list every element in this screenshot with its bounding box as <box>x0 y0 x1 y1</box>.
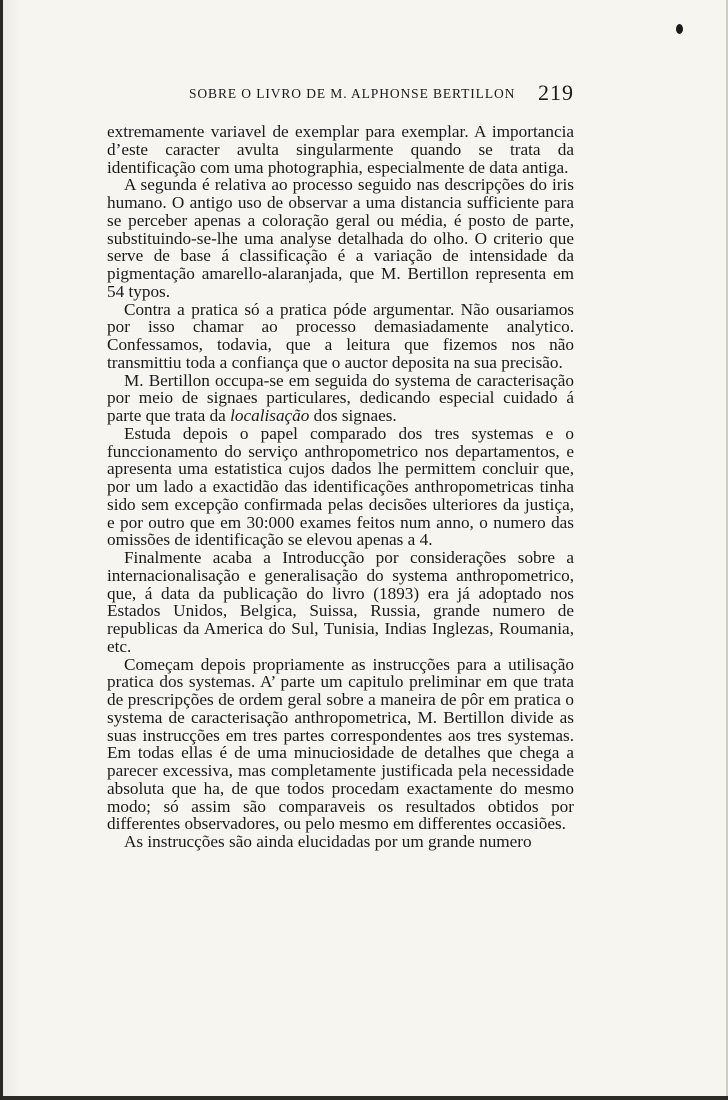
running-title: SOBRE O LIVRO DE M. ALPHONSE BERTILLON <box>189 86 516 101</box>
page-number: 219 <box>538 80 574 105</box>
paragraph-4-text: M. Bertillon occupa-se em seguida do systema de caracterisação por meio de signaes particulares, dedicando especial cuidado á parte que trata da <box>107 370 574 425</box>
ink-spot <box>676 24 683 34</box>
paragraph-4 <box>107 372 574 425</box>
page-bottom-edge <box>3 1096 728 1100</box>
paragraph-5: Estuda depois o papel comparado dos tres systemas e o funccionamento do serviço anthropometrico nos departamentos, e apresenta uma estatistica cujos dados lhe permittem concluir que, por um lado a exactidão das identificações anthropometricas tinha sido sem excepção confirmada pelas decisões ulteriores da justiça, e por outro que em 30:000 exames feitos num anno, o numero das omissões de identificação se elevou apenas a 4. <box>107 423 574 550</box>
paragraph-3: Contra a pratica só a pratica póde argumentar. Não ousariamos por isso chamar ao processo demasiadamente analytico. Confessamos, todavia, que a leitura que fizemos nos não transmittiu toda a confiança que o auctor deposita na sua precisão. <box>107 299 574 372</box>
paragraph-7: Começam depois propriamente as instrucções para a utilisação pratica dos systemas. A’ parte um capitulo preliminar em que trata de prescripções de ordem geral sobre a maneira de pôr em pratica o systema de caracterisação anthropometrica, M. Bertillon divide as suas instrucções em tres partes correspondentes aos tres systemas. Em todas ellas é de uma minuciosidade de detalhes que chega a parecer excessiva, mas completamente justificada pela necessidade absoluta que ha, de que todos procedam exactamente do mesmo modo; só assim são comparaveis os resultados obtidos por differentes observadores, ou pelo mesmo em differentes occasiões. <box>107 654 574 834</box>
paragraph-4-end: dos signaes. <box>309 406 397 425</box>
paragraph-8: As instrucções são ainda elucidadas por um grande numero <box>124 832 532 851</box>
paragraph-1: extremamente variavel de exemplar para exemplar. A importancia d’este caracter avulta singularmente quando se trata da identificação com uma photographia, especialmente de data antiga. <box>107 122 574 177</box>
running-head <box>107 80 574 104</box>
paragraph-4-italic: localisação <box>230 406 310 425</box>
paragraph-2: A segunda é relativa ao processo seguido nas descripções do iris humano. O antigo uso de observar a uma distancia sufficiente para se perceber apenas a coloração geral ou média, é posto de parte, substituindo-se-lhe uma analyse detalhada do olho. O criterio que serve de base á classificação é a variação de intensidade da pigmentação amarello-alaranjada, que M. Bertillon representa em 54 typos. <box>107 175 574 301</box>
body-text <box>107 123 574 851</box>
paragraph-6: Finalmente acaba a Introducção por considerações sobre a internacionalisação e generalisação do systema anthropometrico, que, á data da publicação do livro (1893) era já adoptado nos Estados Unidos, Belgica, Suissa, Russia, grande numero de republicas da America do Sul, Tunisia, Indias Inglezas, Roumania, etc. <box>107 548 574 656</box>
